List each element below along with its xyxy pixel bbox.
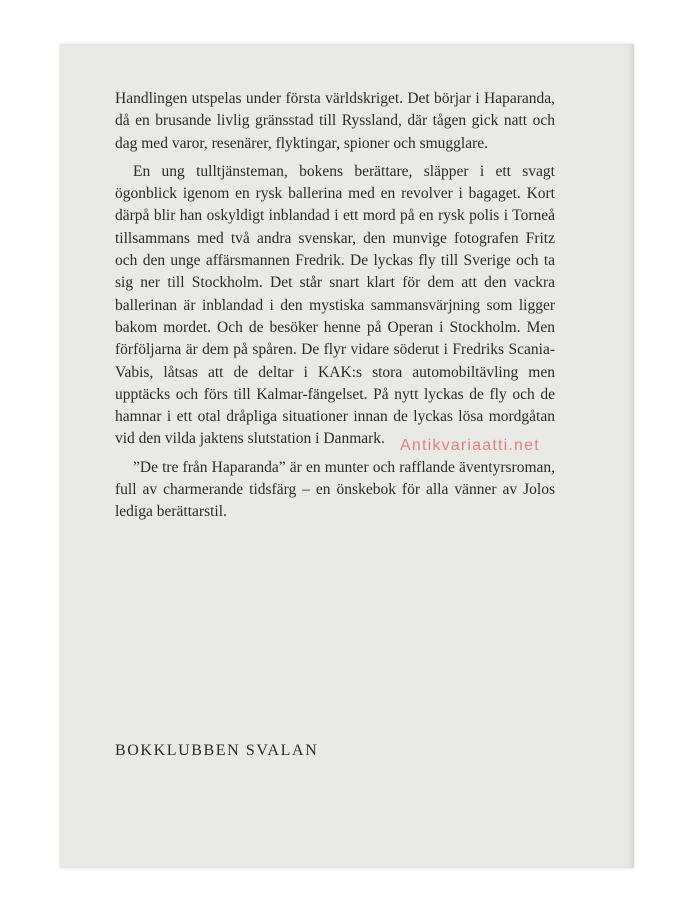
watermark-text: Antikvariaatti.net xyxy=(400,437,540,454)
blurb-paragraph-2: En ung tulltjänsteman, bokens berättare, släpper i ett svagt ögonblick igenom en rysk ballerina med en revolver i bagaget. Kort därpå blir han oskyldigt inblandad i ett mord på en rysk polis i Torneå tillsammans med två andra svenskar, den munvige fotografen Fritz och den unge affärsmannen Fredrik. De lyckas fly till Sverige och ta sig ner till Stockholm. Det står snart klart för dem att den vackra ballerinan är inblandad i den mystiska sammansvärjning som ligger bakom mordet. Och de besöker henne på Operan i Stockholm. Men förföljarna är dem på spåren. De flyr vidare söderut i Fredriks Scania-Vabis, låtsas att de deltar i KAK:s stora automobiltävling men upptäcks och förs till Kalmar-fängelset. På nytt lyckas de fly och de hamnar i ett otal dråpliga situationer innan de lyckas lösa mordgåtan vid den vilda jaktens slutstation i Danmark. xyxy=(115,162,555,448)
cover-edge-shadow xyxy=(628,44,634,868)
blurb-text xyxy=(115,88,555,530)
blurb-paragraph-3: ”De tre från Haparanda” är en munter och rafflande äventyrsroman, full av charmerande tidsfärg – en önskebok för alla vänner av Jolos lediga berättarstil. xyxy=(115,458,555,521)
publisher-name: BOKKLUBBEN SVALAN xyxy=(115,742,319,759)
blurb-paragraph-1: Handlingen utspelas under första världskriget. Det börjar i Haparanda, då en brusande livlig gränsstad till Ryssland, där tågen gick natt och dag med varor, resenärer, flyktingar, spioner och smugglare. xyxy=(115,90,555,152)
book-back-cover xyxy=(60,44,634,868)
